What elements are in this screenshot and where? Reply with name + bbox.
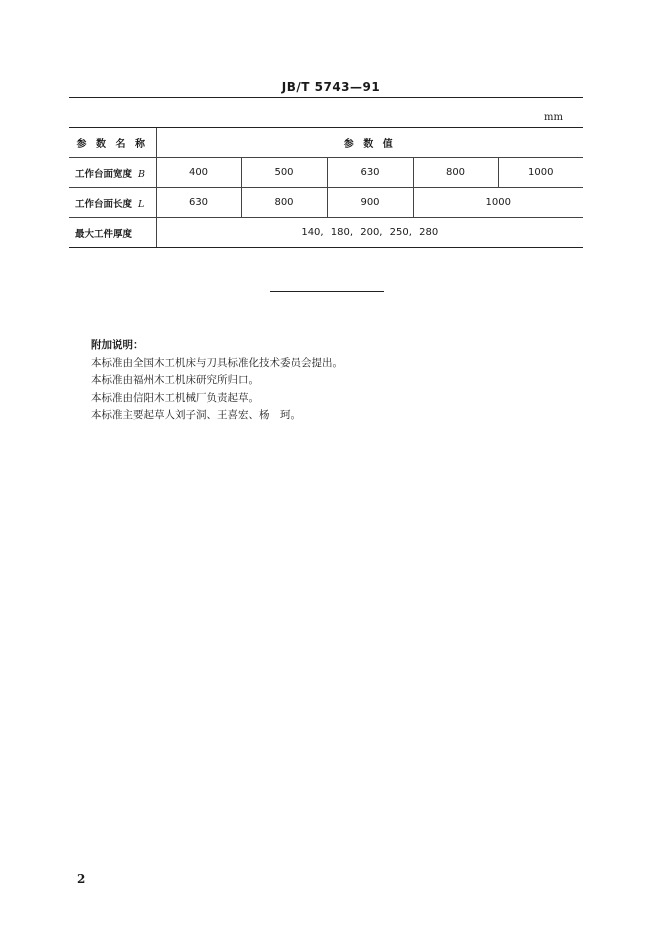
notes-line: 本标准由信阳木工机械厂负责起草。 [91, 391, 259, 404]
table-cell: 500 [241, 158, 327, 188]
header-param-name: 参 数 名 称 [69, 128, 156, 158]
row-symbol: B [138, 168, 145, 180]
row-label [69, 188, 156, 218]
notes-line: 本标准由全国木工机床与刀具标准化技术委员会提出。 [91, 356, 343, 369]
row-label [69, 158, 156, 188]
table-cell: 800 [413, 158, 498, 188]
row-label [69, 218, 156, 248]
notes-line: 本标准主要起草人刘子洞、王喜宏、杨 珂。 [91, 409, 301, 421]
table-row-width [69, 158, 583, 188]
table-row-thickness [69, 218, 583, 248]
table-cell: 1000 [498, 158, 583, 188]
parameter-table [69, 127, 583, 248]
additional-notes [91, 337, 343, 425]
table-cell: 630 [156, 188, 241, 218]
page-number: 2 [77, 872, 86, 886]
table-cell: 800 [241, 188, 327, 218]
end-rule [270, 291, 384, 292]
header-param-value: 参 数 值 [156, 128, 583, 158]
table-cell: 400 [156, 158, 241, 188]
row-label-text: 工作台面长度 [75, 198, 133, 210]
notes-title: 附加说明： [91, 339, 144, 351]
row-label-text: 工作台面宽度 [75, 168, 133, 180]
table-cell: 900 [327, 188, 413, 218]
notes-line: 本标准由福州木工机床研究所归口。 [91, 374, 259, 386]
table-cell: 1000 [413, 188, 583, 218]
table-cell: 140, 180, 200, 250, 280 [156, 218, 583, 248]
table-cell: 630 [327, 158, 413, 188]
header-rule [69, 97, 583, 98]
table-header-row [69, 128, 583, 158]
standard-code: JB/T 5743—91 [281, 80, 381, 94]
unit-label: mm [544, 112, 563, 123]
row-label-text: 最大工件厚度 [75, 228, 133, 240]
table-row-length [69, 188, 583, 218]
row-symbol: L [138, 198, 145, 210]
